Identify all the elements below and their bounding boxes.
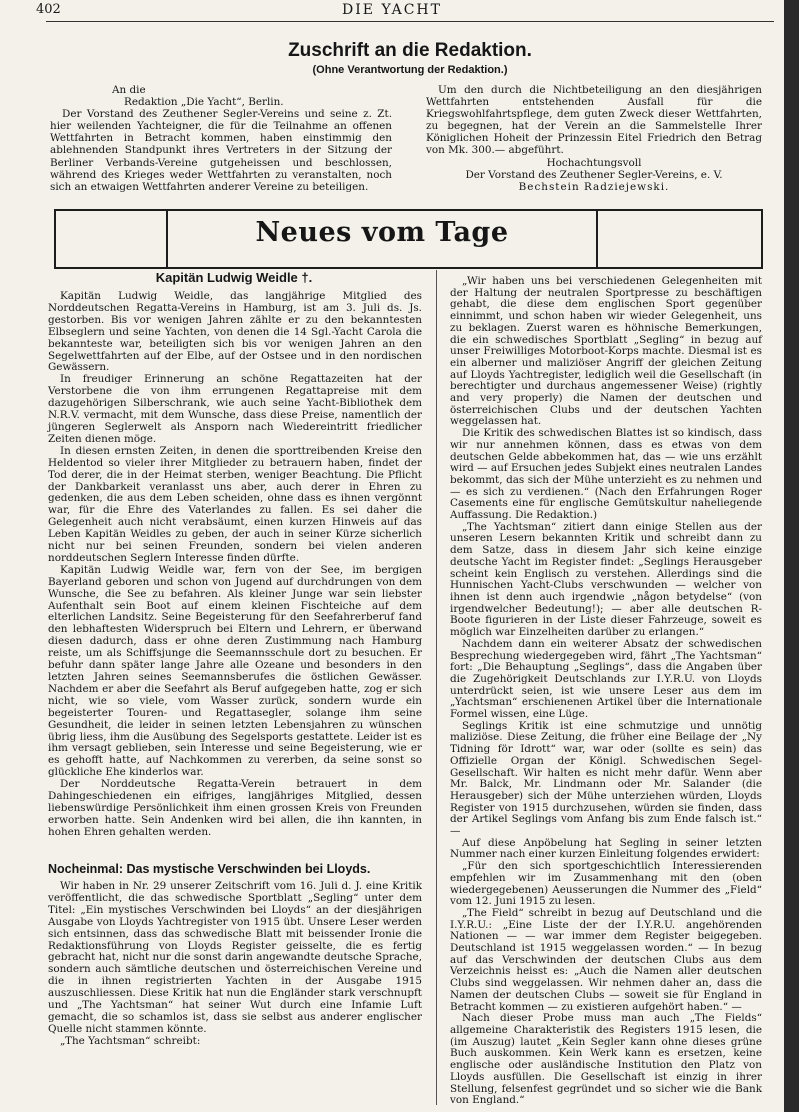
page-number: 402 [36, 2, 61, 17]
section-banner-title: Neues vom Tage [255, 217, 509, 248]
article-paragraph: Kapitän Ludwig Weidle, das langjährige Mitglied des Norddeutschen Regatta-Vereins in Hamburg, ist am 3. Juli ds. Js. gestorben. Bis vor wenigen Jahren zählte er zu den bekanntesten Elbseglern und seine Yachten, von denen die 14 Sgl.-Yacht Carola die bekannteste war, beteiligten sich bis vor wenigen Jahren an den Segelwettfahrten auf der Elbe, auf der Ostsee und in den nordischen Gewässern. [48, 290, 422, 374]
article-paragraph: „Wir haben uns bei verschiedenen Gelegenheiten mit der Haltung der neutralen Sportpresse zu beschäftigen gehabt, die diese dem englischen Sport gegenüber einnimmt, und schon haben wir wieder Gelegenheit, uns zu beklagen. Zuerst waren es höhnische Bemerkungen, die ein schwedisches Sportblatt „Segling“ in bezug auf unser Freiwilliges Motorboot-Korps machte. Diesmal ist es ein alberner und maliziöser Angriff der gleichen Zeitung auf Lloyds Yachtregister, lediglich weil die Gesellschaft (in berechtigter und durchaus angemessener Weise) (rightly and very properly) die Namen der deutschen und österreichischen Clubs und der deutschen Yachten weggelassen hat. [450, 275, 762, 428]
letter-subtitle: (Ohne Verantwortung der Redaktion.) [312, 64, 508, 76]
article-paragraph: „The Yachtsman“ schreibt: [60, 1034, 201, 1047]
article-weidle-body [48, 291, 422, 839]
article-paragraph: Wir haben in Nr. 29 unserer Zeitschrift vom 16. Juli d. J. eine Kritik veröffentlicht, die das schwedische Sportblatt „Segling“ unter dem Titel: „Ein mystisches Verschwinden bei Lloyds“ an der diesjährigen Ausgabe von Lloyds Yachtregister von 1915 übt. Unsere Leser werden sich entsinnen, dass das schwedische Blatt mit beissender Ironie die Redaktionsführung von Lloyds Register geisselte, die es fertig gebracht hat, nicht nur die sonst darin angewandte deutsche Sprache, sondern auch sämtliche deutschen und österreichischen Vereine und die in ihnen registrierten Yachten in der Ausgabe 1915 auszuschliessen. Diese Kritik hat nun die Engländer stark verschnupft und „The Yachtsman“ hat seiner Wut durch eine Infamie Luft gemacht, die so schamlos ist, dass sie selbst aus anderer englischer Quelle nicht stammen könnte. [48, 880, 422, 1035]
article-lloyds-body [48, 881, 422, 1048]
letter-salutation: An die [112, 84, 146, 96]
article-title-weidle: Kapitän Ludwig Weidle †. [155, 270, 313, 285]
letter-closing: Hochachtungsvoll [546, 156, 642, 169]
article-paragraph: Nach dieser Probe muss man auch „The Fields“ allgemeine Charakteristik des Registers 1915 lesen, die (im Auszug) lautet „Kein Segler kann ohne dieses grüne Buch auskommen. Kein Werk kann es ersetzen, keine englische oder ausländische Institution den Platz von Lloyds ausfüllen. Die Gesellschaft ist einzig in ihrer Stellung, felsenfest gegründet und so sicher wie die Bank von England.“ [450, 1012, 762, 1107]
article-paragraph: Auf diese Anpöbelung hat Segling in seiner letzten Nummer nach einer kurzen Einleitung folgendes erwidert: [450, 836, 762, 861]
letter-names: Bechstein Radziejewski. [518, 180, 670, 193]
article-paragraph: In freudiger Erinnerung an schöne Regattazeiten hat der Verstorbene die von ihm errungenen Regattapreise mit dem dazugehörigen Silberschrank, wie auch seine Yacht-Bibliothek dem N.R.V. vermacht, mit dem Wunsche, dass diese Preise, namentlich der jüngeren Seglerwelt als Ansporn nach Wiedereintritt friedlicher Zeiten dienen möge. [48, 373, 422, 445]
letter-addressee: Redaktion „Die Yacht“, Berlin. [124, 96, 284, 109]
article-lloyds-continuation [450, 276, 762, 1107]
banner-divider [596, 211, 598, 267]
article-paragraph: „The Yachtsman“ zitiert dann einige Stellen aus der unseren Lesern bekannten Kritik und schreibt dann zu dem Satze, dass in diesem Jahr sich keine einzige deutsche Yacht im Register findet: „Seglings Herausgeber scheint kein Englisch zu verstehen. Allerdings sind die Hunnischen Yacht-Clubs verschwunden — welcher von ihnen ist denn auch irgendwie „någon betydelse“ (von irgendwelcher Bedeutung!); — aber alle deutschen R-Boote figurieren in der Liste dieser Fahrzeuge, soweit es möglich war Einzelheiten darüber zu erlangen.“ [450, 520, 762, 639]
article-paragraph: „Für den sich sportgeschichtlich Interessierenden empfehlen wir im Zusammenhang mit den (oben wiedergegebenen) Aeusserungen die Nummer des „Field“ vom 12. Juni 1915 zu lesen. [450, 860, 762, 908]
page-header [0, 2, 784, 20]
article-title-lloyds: Nocheinmal: Das mystische Verschwinden bei Lloyds. [48, 862, 371, 876]
article-paragraph: Die Kritik des schwedischen Blattes ist so kindisch, dass wir nur annehmen können, dass es etwas von dem deutschen Gelde abbekommen hat, das — wie uns erzählt wird — auf Ersuchen jedes Subjekt eines neutralen Landes bekommt, das sich der Mühe unterzieht es zu nehmen und — es sich zu verdienen.“ (Nach den Erfahrungen Roger Casements eine für englische Gemütskultur naheliegende Auffassung. Die Redaktion.) [450, 427, 762, 522]
article-paragraph: Seglings Kritik ist eine schmutzige und unnötig maliziöse. Diese Zeitung, die früher eine Beilage der „Ny Tidning för Idrott“ war, war oder (sollte es sein) das Offizielle Organ der Königl. Schwedischen Segel-Gesellschaft. Wir halten es nicht mehr dafür. Wenn aber Mr. Balck, Mr. Lindmann oder Mr. Salander (die Herausgeber) sich der Mühe unterziehen würden, Lloyds Register von 1915 durchzusehen, würden sie finden, dass der Artikel Seglings vom Anfang bis zum Ende falsch ist.“ — [450, 719, 762, 838]
column-separator [436, 270, 437, 1105]
article-paragraph: Nachdem dann ein weiterer Absatz der schwedischen Besprechung wiedergegeben wird, fährt „The Yachtsman“ fort: „Die Behauptung „Seglings“, dass die Angaben über die Zugehörigkeit Deutschlands zur I.Y.R.U. von Lloyds unterdrückt seien, ist wie unsere Leser aus dem im „Yachtsman“ erschienenen Artikel über die Internationale Formel wissen, eine Lüge. [450, 637, 762, 721]
article-paragraph: In diesen ernsten Zeiten, in denen die sporttreibenden Kreise den Heldentod so vieler ihrer Mitglieder zu betrauern haben, findet der Tod derer, die in der Heimat sterben, weniger Beachtung. Die Pflicht der Dankbarkeit veranlasst uns aber, auch derer in Ehren zu gedenken, die aus dem Leben scheiden, ohne dass es ihnen vergönnt war, für die Ehre des Vaterlandes zu fallen. Es sei daher die Gelegenheit auch nicht verabsäumt, einen kurzen Hinweis auf das Leben Kapitän Weidles zu geben, der auch in seiner Kürze sicherlich nicht nur bei seinen Freunden, sondern bei vielen anderen norddeutschen Seglern Interesse finden dürfte. [48, 444, 422, 564]
letter-paragraph: Der Vorstand des Zeuthener Segler-Vereins und seine z. Zt. hier weilenden Yachteigner, die für die Teilnahme an offenen Wettfahrten in Betracht kommen, haben einstimmig den ablehnenden Standpunkt ihres Vertreters in der Sitzung der Berliner Verbands-Vereine gutgeheissen und beschlossen, während des Krieges weder Wettfahrten zu veranstalten, noch sich an etwaigen Wettfahrten anderer Vereine zu beteiligen. [50, 108, 392, 193]
article-paragraph: Kapitän Ludwig Weidle war, fern von der See, im bergigen Bayerland geboren und schon von Jugend auf durchdrungen von dem Wunsche, die See zu befahren. Als kleiner Junge war sein liebster Aufenthalt sein Boot auf einem kleinen Fischteiche auf dem elterlichen Landsitz. Seine Begeisterung für den Seefahrerberuf fand den lebhaftesten Widerspruch bei Eltern und Lehrern, er überwand diesen dadurch, dass er ohne deren Zustimmung nach Hamburg reiste, um als Schiffsjunge die Seemannsschule dort zu besuchen. Er befuhr dann später lange Jahre alle Ozeane und besonders in den letzten Jahren seines Seemannsberufes die östlichen Gewässer. Nachdem er aber die Seefahrt als Beruf aufgegeben hatte, zog er sich nicht, wie so viele, vom Wasser zurück, sondern wurde ein begeisterter Touren- und Regattasegler, solange ihm seine Gesundheit, die leider in seinen letzten Lebensjahren zu wünschen übrig liess, ihm die Ausübung des Segelsports gestattete. Leider ist es ihm versagt geblieben, sein Interesse und seine Begeisterung, wie er es gehofft hatte, auf Nachkommen zu vererben, da seine sonst so glückliche Ehe kinderlos war. [48, 563, 422, 779]
letter-paragraph: Um den durch die Nichtbeteiligung an den diesjährigen Wettfahrten entstehenden Ausfall für die Kriegswohlfahrtspflege, dem guten Zweck dieser Wettfahrten, zu begegnen, hat der Verein an die Sammelstelle Ihrer Königlichen Hoheit der Prinzessin Eitel Friedrich den Betrag von Mk. 300.— abgeführt. [426, 84, 762, 157]
scan-edge [784, 0, 799, 1112]
letter-title: Zuschrift an die Redaktion. [288, 40, 532, 61]
article-paragraph: „The Field“ schreibt in bezug auf Deutschland und die I.Y.R.U.: „Eine Liste der der I.Y.R.U. angehörenden Nationen — — war immer dem Register beigegeben. Deutschland ist 1915 weggelassen worden.“ — In bezug auf das Verschwinden der deutschen Clubs aus dem Verzeichnis heisst es: „Auch die Namen aller deutschen Clubs sind weggelassen. Wir nehmen daher an, dass die Namen der deutschen Clubs — soweit sie für England in Betracht kommen — zu existieren aufgehört haben.“ — [450, 906, 762, 1013]
running-title: DIE YACHT [342, 2, 442, 18]
letter-left-column [50, 84, 392, 193]
header-rule [46, 21, 774, 22]
section-banner [54, 209, 763, 269]
article-paragraph: Der Norddeutsche Regatta-Verein betrauert in dem Dahingeschiedenen ein eifriges, langjähriges Mitglied, dessen liebenswürdige Persönlichkeit ihm einen grossen Kreis von Freunden erworben hatte. Sein Andenken wird bei allen, die ihn kannten, in hohen Ehren gehalten werden. [48, 778, 422, 838]
letter-right-column [426, 84, 762, 193]
letter-signatory: Der Vorstand des Zeuthener Segler-Vereins, e. V. [465, 168, 723, 181]
